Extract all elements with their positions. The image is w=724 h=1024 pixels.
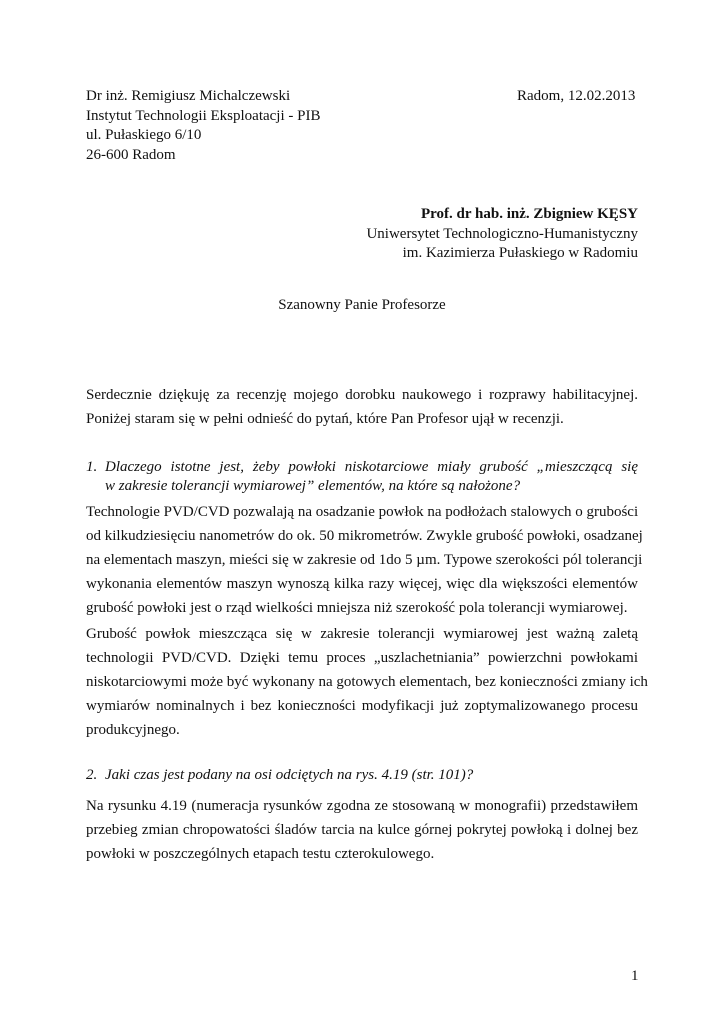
question-line: Dlaczego istotne jest, żeby powłoki niskotarciowe miały grubość „mieszczącą się <box>105 459 638 475</box>
sender-name: Dr inż. Remigiusz Michalczewski <box>86 88 291 104</box>
sender-institution: Instytut Technologii Eksploatacji - PIB <box>86 107 321 124</box>
paragraph-line: technologii PVD/CVD. Dzięki temu proces „uszlachetniania” powierzchni powłokami <box>86 650 638 666</box>
paragraph-line: Grubość powłok mieszcząca się w zakresie tolerancji wymiarowej jest ważną zaletą <box>86 626 638 642</box>
answer-1-paragraph-1 <box>86 500 643 620</box>
answer-1-paragraph-2 <box>86 622 648 742</box>
paragraph-line: Technologie PVD/CVD pozwalają na osadzanie powłok na podłożach stalowych o grubości <box>86 504 639 520</box>
paragraph-line: Na rysunku 4.19 (numeracja rysunków zgodna ze stosowaną w monografii) przedstawiłem <box>86 798 638 814</box>
question-1 <box>86 458 638 496</box>
question-text <box>105 458 638 496</box>
intro-paragraph <box>86 383 638 431</box>
paragraph-line: wymiarów nominalnych i bez konieczności modyfikacji już zoptymalizowanego procesu <box>86 698 638 714</box>
recipient-university: Uniwersytet Technologiczno-Humanistyczny <box>366 225 638 242</box>
sender-street: ul. Pułaskiego 6/10 <box>86 127 202 143</box>
paragraph-line: przebieg zmian chropowatości śladów tarcia na kulce górnej pokrytej powłoką i dolnej bez <box>86 822 638 838</box>
paragraph-line: od kilkudziesięciu nanometrów do ok. 50 mikrometrów. Zwykle grubość powłoki, osadzanej <box>86 528 643 544</box>
question-line: w zakresie tolerancji wymiarowej” elementów, na które są nałożone? <box>105 478 521 494</box>
paragraph-line: powłoki w poszczególnych etapach testu czterokulowego. <box>86 846 435 862</box>
recipient-university-patron: im. Kazimierza Pułaskiego w Radomiu <box>402 245 638 261</box>
question-number: 1. <box>86 459 98 475</box>
paragraph-line: wykonania elementów maszyn wynoszą kilka razy więcej, więc dla większości elementów <box>86 576 638 592</box>
paragraph-line: Serdecznie dziękuję za recenzję mojego dorobku naukowego i rozprawy habilitacyjnej. <box>86 387 638 403</box>
paragraph-line: niskotarciowymi może być wykonany na gotowych elementach, bez konieczności zmiany ich <box>86 674 648 690</box>
sender-city: 26-600 Radom <box>86 146 176 163</box>
salutation: Szanowny Panie Profesorze <box>278 297 446 313</box>
paragraph-line: Poniżej staram się w pełni odnieść do pytań, które Pan Profesor ujął w recenzji. <box>86 411 564 427</box>
page-number: 1 <box>631 968 639 984</box>
paragraph-line: produkcyjnego. <box>86 722 180 738</box>
place-date: Radom, 12.02.2013 <box>517 88 636 104</box>
recipient-address-block <box>366 205 638 264</box>
paragraph-line: na elementach maszyn, mieści się w zakresie od 1do 5 µm. Typowe szerokości pól tolerancji <box>86 552 643 568</box>
recipient-name: Prof. dr hab. inż. Zbigniew KĘSY <box>421 206 638 222</box>
answer-2-paragraph <box>86 794 638 866</box>
paragraph-line: grubość powłoki jest o rząd wielkości mniejsza niż szerokość pola tolerancji wymiarowej. <box>86 600 628 616</box>
sender-address-block <box>86 87 320 165</box>
question-text: Jaki czas jest podany na osi odciętych na rys. 4.19 (str. 101)? <box>105 767 474 783</box>
question-number: 2. <box>86 767 98 783</box>
question-2 <box>86 766 638 785</box>
